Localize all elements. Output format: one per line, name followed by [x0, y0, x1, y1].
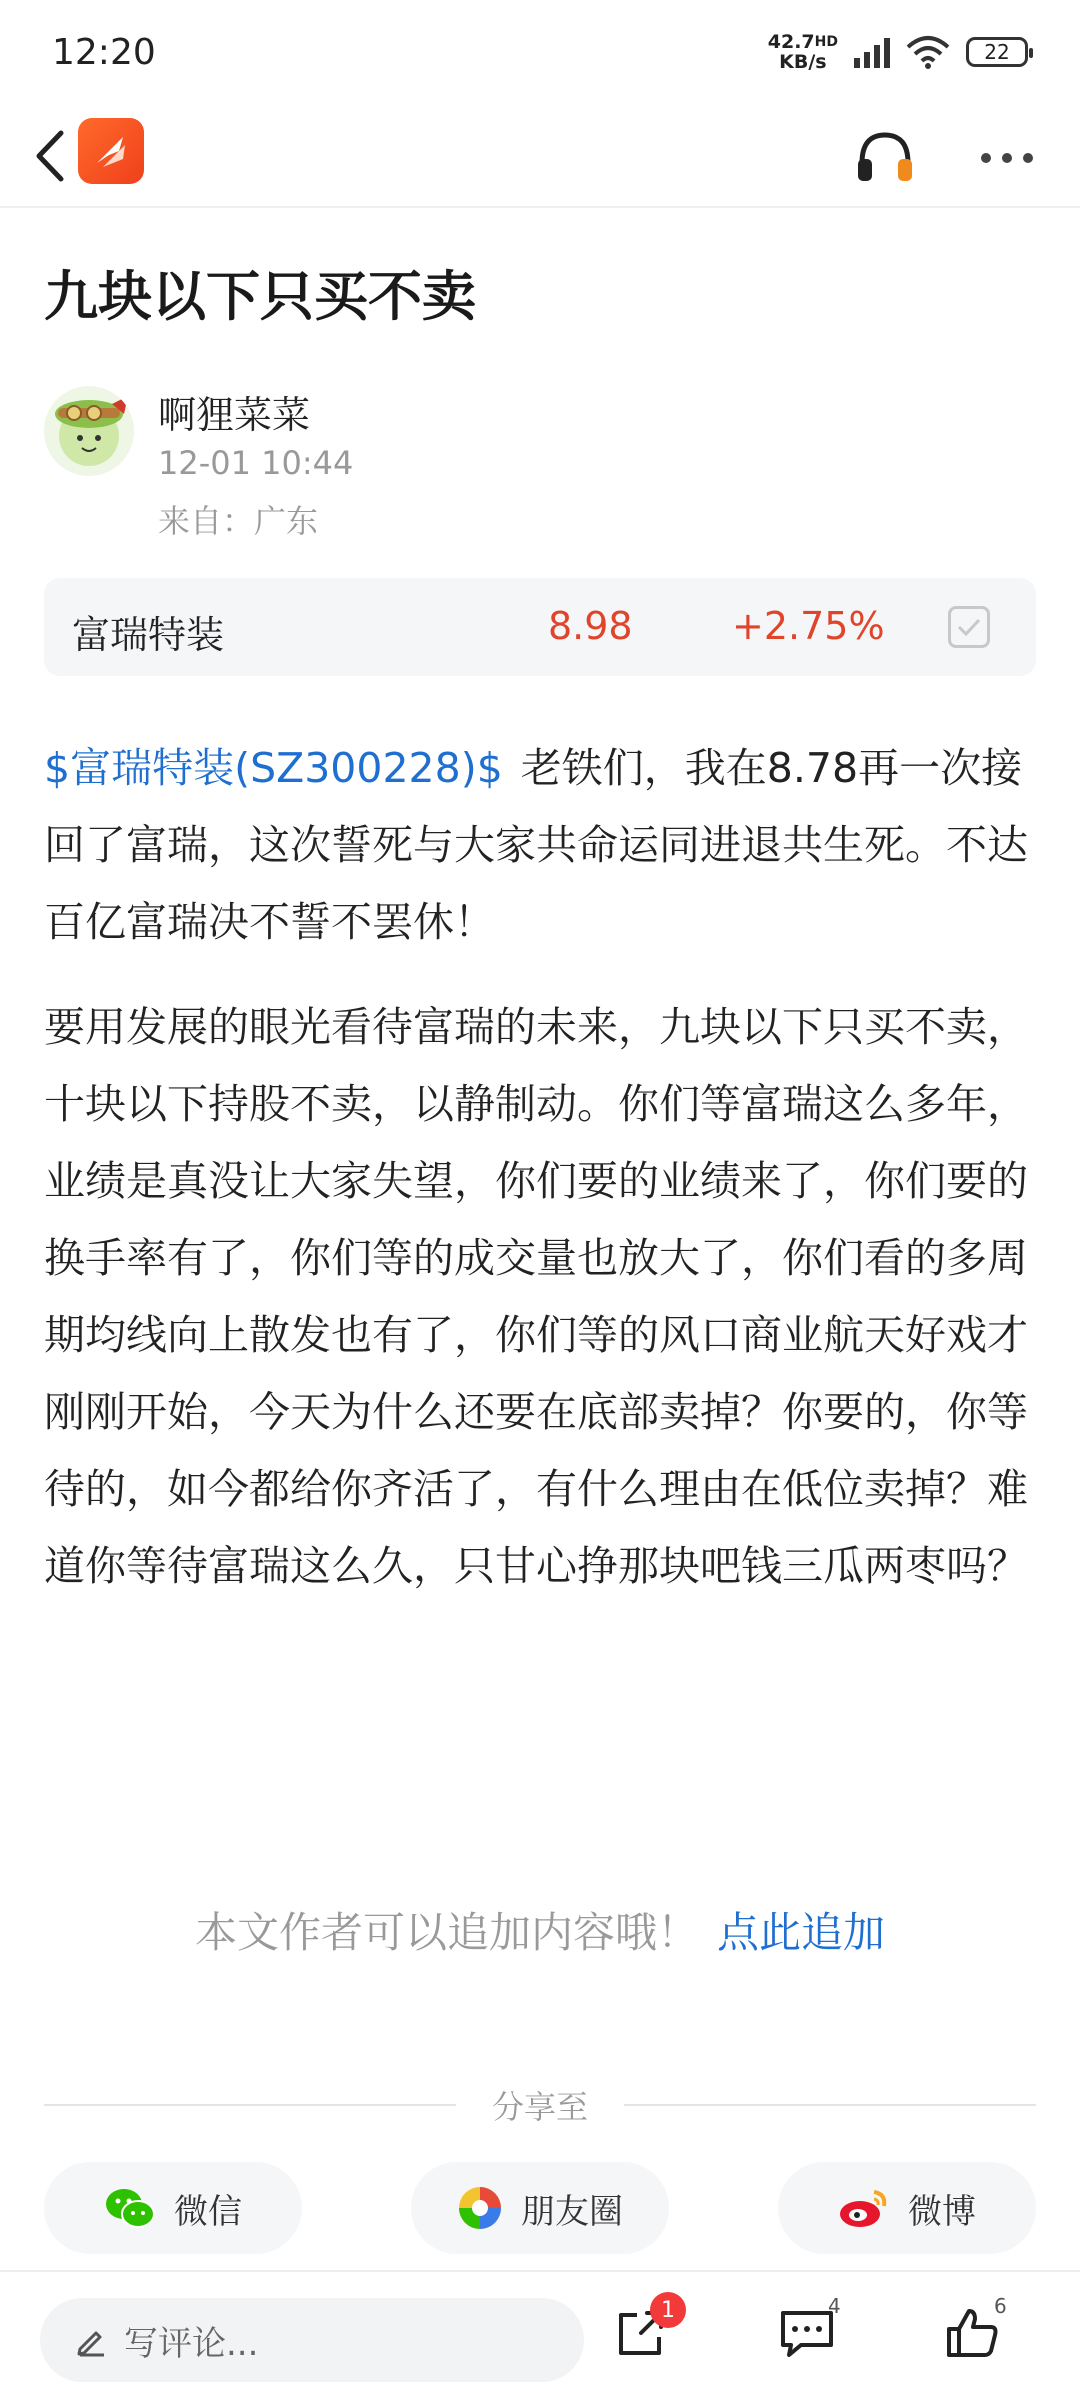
network-speed: $42.7^{HD}$ KB/s	[767, 31, 838, 73]
share-weibo-button[interactable]: 微博	[778, 2162, 1036, 2254]
status-bar	[0, 0, 1080, 104]
post-location: 来自：广东	[158, 502, 319, 540]
wifi-icon	[906, 35, 950, 69]
add-watchlist-checkbox[interactable]	[948, 606, 990, 648]
back-button[interactable]	[18, 122, 82, 190]
like-count: 6	[994, 2294, 1007, 2318]
post-body	[44, 730, 1038, 1633]
post-title: 九块以下只买不卖	[44, 265, 476, 328]
append-link[interactable]: 点此追加	[717, 1908, 886, 1957]
comment-input[interactable]: 写评论...	[40, 2298, 584, 2382]
author-name[interactable]: 啊狸菜菜	[158, 393, 311, 437]
body-paragraph: 要用发展的眼光看待富瑞的未来，九块以下只买不卖，十块以下持股不卖，以静制动。你们等富瑞这么多年，业绩是真没让大家失望，你们要的业绩来了，你们要的换手率有了，你们等的成交量也放大了，你们看的多周期均线向上散发也有了，你们等的风口商业航天好戏才刚刚开始，今天为什么还要在底部卖掉？你要的，你等待的，如今都给你齐活了，有什么理由在低位卖掉？难道你等待富瑞这么久，只甘心挣那块吧钱三瓜两枣吗？	[44, 1003, 1028, 1590]
comment-icon	[779, 2307, 835, 2359]
comments-button[interactable]	[772, 2294, 842, 2368]
more-dots-icon	[980, 152, 1034, 164]
weibo-icon	[838, 2186, 890, 2230]
nav-bar	[0, 104, 1080, 208]
share-moments-button[interactable]: 朋友圈	[411, 2162, 669, 2254]
post-time: 12-01 10:44	[158, 444, 354, 482]
like-button[interactable]	[938, 2294, 1008, 2368]
body-paragraph: $富瑞特装(SZ300228)$ 老铁们，我在8.78再一次接回了富瑞，这次誓死与大家共命运同进退共生死。不达百亿富瑞决不誓不罢休！	[44, 744, 1028, 946]
thumbs-up-icon	[945, 2305, 1001, 2361]
bottom-action-bar	[0, 2270, 1080, 2400]
comment-count: 4	[828, 2294, 841, 2318]
signal-icon	[854, 36, 890, 68]
author-info	[44, 378, 1034, 538]
stock-card[interactable]	[44, 578, 1036, 676]
moments-icon	[457, 2185, 503, 2231]
share-button[interactable]	[606, 2298, 676, 2368]
headphone-button[interactable]	[850, 122, 920, 192]
share-wechat-button[interactable]: 微信	[44, 2162, 302, 2254]
status-time: 12:20	[52, 31, 156, 73]
status-icons	[768, 32, 1028, 72]
share-divider	[44, 2082, 1036, 2126]
headphone-icon	[854, 129, 916, 185]
eastmoney-logo-icon[interactable]	[78, 118, 144, 184]
stock-tag-link[interactable]: $富瑞特装(SZ300228)$	[44, 744, 503, 792]
pencil-icon	[74, 2323, 108, 2357]
stock-name: 富瑞特装	[72, 613, 225, 657]
share-badge: 1	[650, 2292, 686, 2328]
stock-price: 8.98	[548, 604, 633, 648]
avatar[interactable]	[44, 386, 134, 476]
check-icon	[956, 617, 982, 637]
battery-icon: 22	[966, 37, 1028, 67]
stock-change: +2.75%	[732, 604, 885, 648]
chevron-left-icon	[33, 129, 67, 183]
wechat-icon	[104, 2186, 156, 2230]
more-button[interactable]	[972, 128, 1042, 188]
append-prompt: 本文作者可以追加内容哦！ 点此追加	[194, 1908, 886, 1957]
share-label: 分享至	[491, 2088, 588, 2126]
